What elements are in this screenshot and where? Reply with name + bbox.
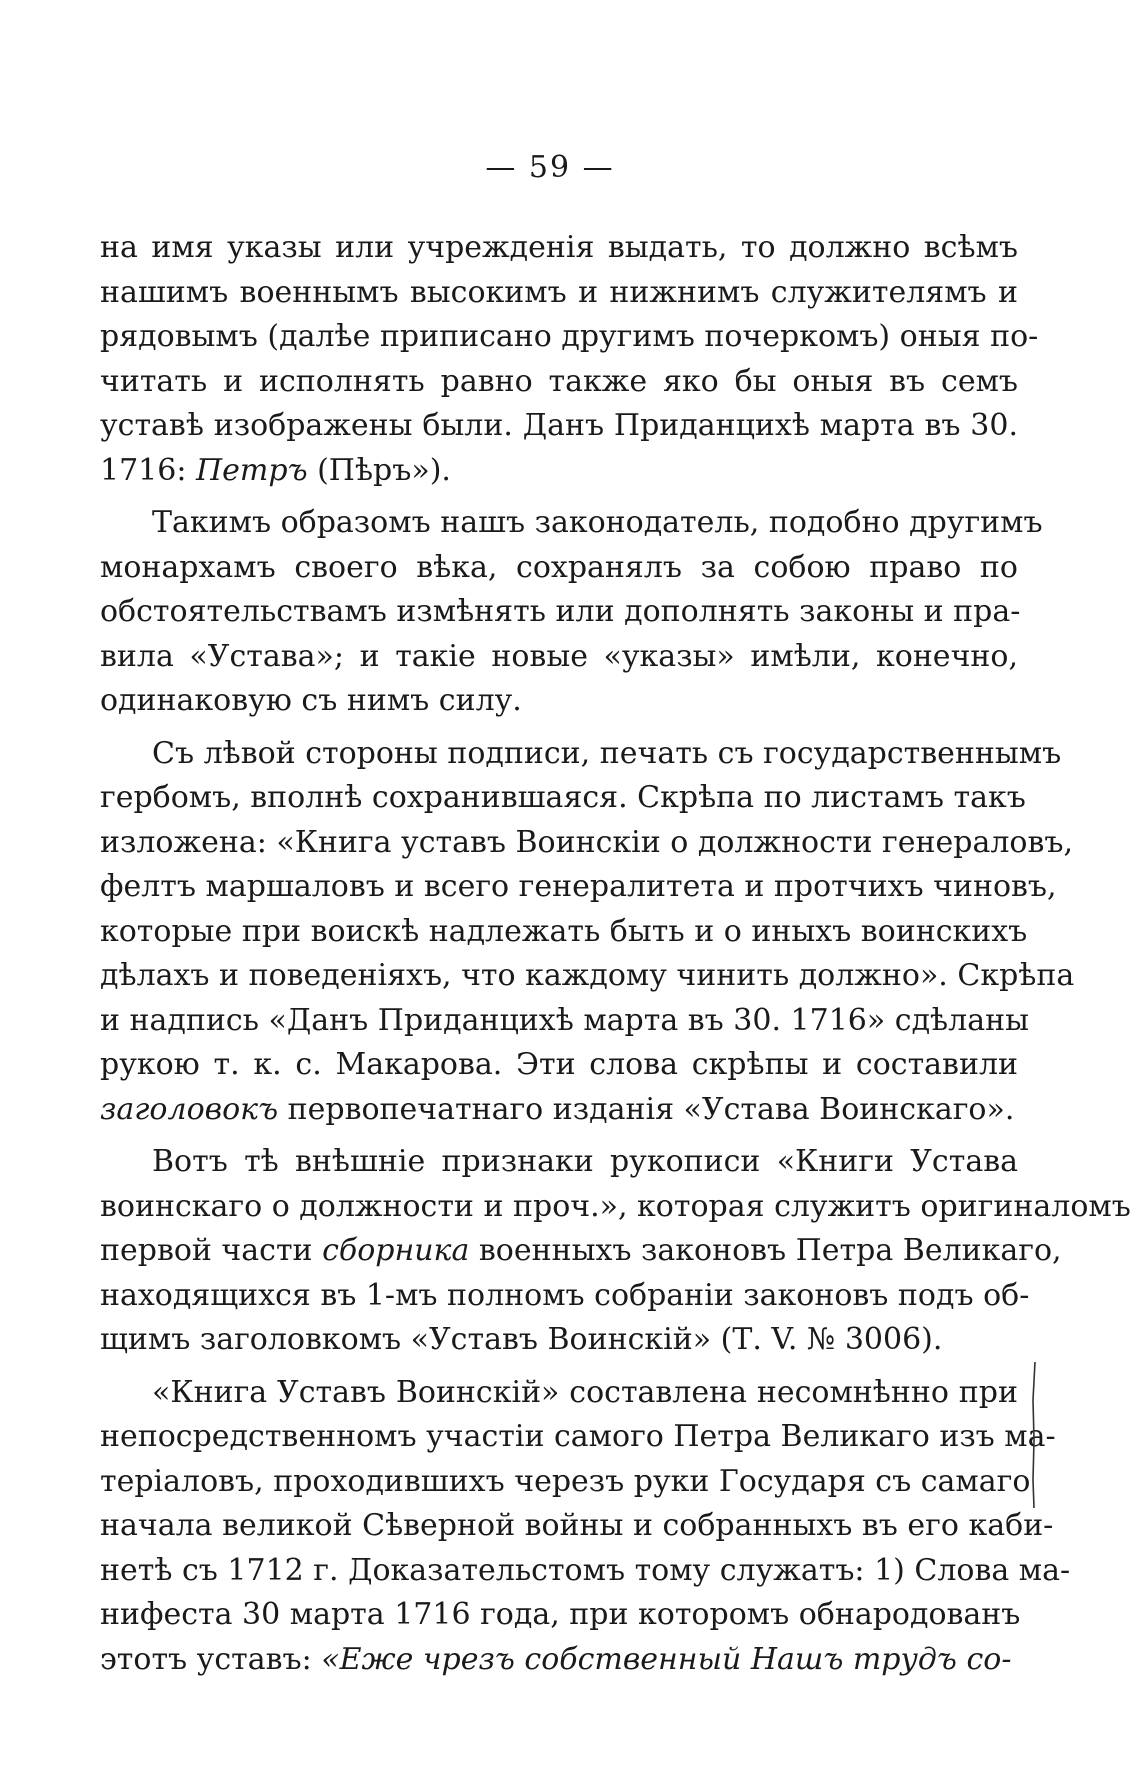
text-line: щимъ заголовкомъ «Уставъ Воинскій» (Т. V. № 3006). xyxy=(100,1322,943,1357)
paragraph xyxy=(100,501,1043,724)
italic-text: «Еже чрезъ собственный Нашъ трудъ со- xyxy=(321,1641,1012,1677)
line-text: 1716: xyxy=(100,452,196,488)
paragraph xyxy=(100,226,1039,493)
paragraph xyxy=(100,732,1075,1133)
text-line: монархамъ своего вѣка, сохранялъ за собою право по xyxy=(100,549,1018,585)
text-line: Вотъ тѣ внѣшніе признаки рукописи «Книги Устава xyxy=(152,1144,1018,1179)
body-text xyxy=(100,226,1131,1682)
text-line: нашимъ военнымъ высокимъ и нижнимъ служителямъ и xyxy=(100,274,1018,310)
text-line: фелтъ маршаловъ и всего генералитета и протчихъ чиновъ, xyxy=(100,869,1057,904)
paragraph-gap xyxy=(100,493,1018,501)
line-text: первопечатнаго изданія «Устава Воинскаго». xyxy=(278,1091,1015,1127)
text-line: обстоятельствамъ измѣнять или дополнять законы и пра- xyxy=(100,594,1021,629)
text-line: изложена: «Книга уставъ Воинскіи о должности генераловъ, xyxy=(100,824,1073,860)
paragraph xyxy=(100,1140,1131,1363)
text-line: нифеста 30 марта 1716 года, при которомъ обнародованъ xyxy=(100,1597,1021,1632)
text-line: начала великой Сѣверной войны и собранныхъ въ его каби- xyxy=(100,1508,1054,1543)
text-line: гербомъ, вполнѣ сохранившаяся. Скрѣпа по листамъ такъ xyxy=(100,780,1026,815)
text-line: одинаковую съ нимъ силу. xyxy=(100,683,522,718)
text-line: которые при воискѣ надлежать быть и о иныхъ воинскихъ xyxy=(100,913,1028,949)
text-line: дѣлахъ и поведеніяхъ, что каждому чинить должно». Скрѣпа xyxy=(100,958,1075,993)
text-line xyxy=(100,1638,1018,1683)
text-line: Такимъ образомъ нашъ законодатель, подобно другимъ xyxy=(152,505,1043,540)
text-line: нетѣ съ 1712 г. Доказательстомъ тому служатъ: 1) Слова ма- xyxy=(100,1552,1071,1588)
text-line xyxy=(100,1229,1062,1274)
line-text: военныхъ законовъ Петра Великаго, xyxy=(469,1233,1062,1268)
margin-pencil-mark xyxy=(1031,1360,1037,1510)
text-line xyxy=(100,1088,1018,1133)
text-line: на имя указы или учрежденія выдать, то должно всѣмъ xyxy=(100,230,1018,265)
italic-text: сборника xyxy=(322,1233,470,1268)
italic-text: заголовокъ xyxy=(100,1091,279,1127)
line-text: первой части xyxy=(100,1233,323,1268)
text-line xyxy=(100,449,1018,494)
text-line: непосредственномъ участіи самого Петра Великаго изъ ма- xyxy=(100,1419,1056,1454)
line-text: (Пѣръ»). xyxy=(307,452,451,488)
line-text: этотъ уставъ: xyxy=(100,1641,322,1677)
text-line: теріаловъ, проходившихъ черезъ руки Государя съ самаго xyxy=(100,1463,1031,1499)
paragraph-gap xyxy=(100,1132,1018,1140)
italic-text: Петръ xyxy=(196,452,308,488)
paragraph xyxy=(100,1371,1071,1683)
text-line: рукою т. к. с. Макарова. Эти слова скрѣпы и составили xyxy=(100,1047,1018,1082)
page-number: — 59 — xyxy=(485,150,615,185)
text-line: читать и исполнять равно также яко бы оныя въ семъ xyxy=(100,363,1018,399)
paragraph-gap xyxy=(100,1363,1018,1371)
text-line: «Книга Уставъ Воинскій» составлена несомнѣнно при xyxy=(152,1374,1018,1410)
text-line: Съ лѣвой стороны подписи, печать съ государственнымъ xyxy=(152,735,1062,771)
text-line: воинскаго о должности и проч.», которая служитъ оригиналомъ xyxy=(100,1188,1131,1224)
text-line: находящихся въ 1-мъ полномъ собраніи законовъ подъ об- xyxy=(100,1277,1030,1313)
text-line: и надпись «Данъ Приданцихѣ марта въ 30. 1716» сдѣланы xyxy=(100,1002,1029,1038)
text-line: уставѣ изображены были. Данъ Приданцихѣ марта въ 30. xyxy=(100,408,1018,443)
text-line: вила «Устава»; и такіе новые «указы» имѣли, конечно, xyxy=(100,638,1018,674)
text-line: рядовымъ (далѣе приписано другимъ почеркомъ) оныя по- xyxy=(100,319,1039,354)
paragraph-gap xyxy=(100,724,1018,732)
